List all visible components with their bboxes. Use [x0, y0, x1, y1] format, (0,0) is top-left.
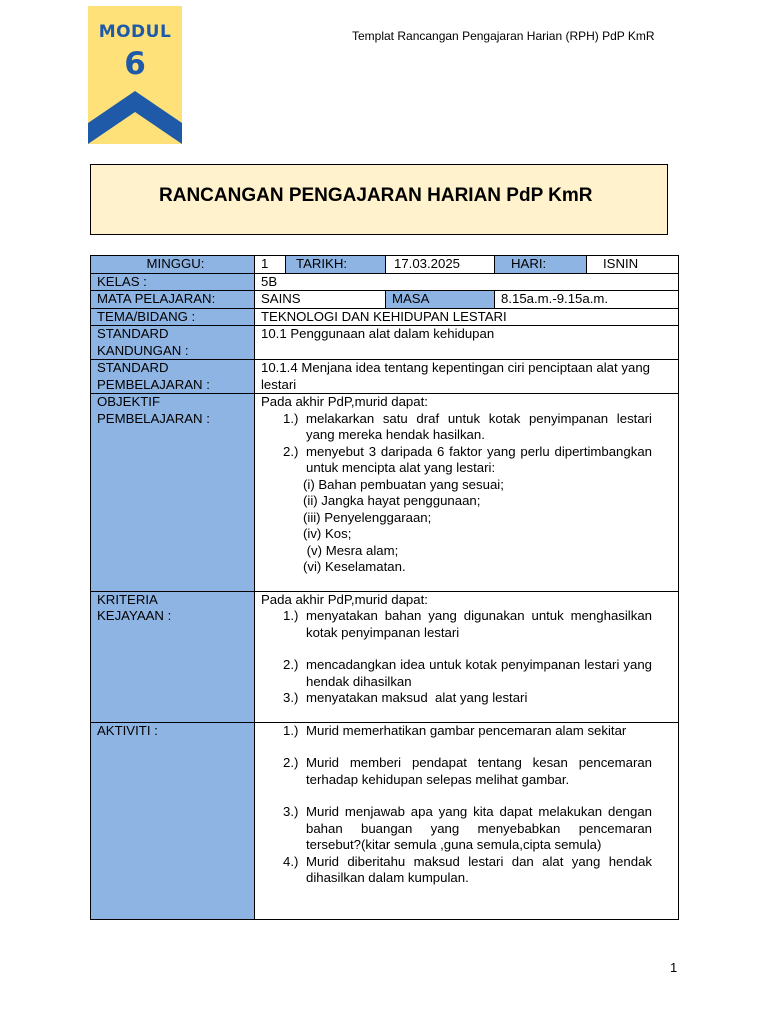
tema-label: TEMA/BIDANG : [91, 308, 255, 326]
modul-badge [88, 6, 182, 144]
row-kriteria [91, 591, 679, 722]
item-number: 2.) [283, 755, 299, 770]
hari-value: ISNIN [587, 256, 679, 274]
objektif-label-line2: PEMBELAJARAN : [97, 410, 210, 426]
aktiviti-label: AKTIVITI : [91, 722, 255, 919]
item-text: Murid memberi pendapat tentang kesan pencemaran terhadap kehidupan selepas melihat gambar. [306, 755, 652, 787]
objektif-content [255, 394, 679, 592]
row-tema [91, 308, 679, 326]
objektif-label-line1: OBJEKTIF [97, 394, 161, 409]
title-box [90, 164, 668, 235]
tarikh-value: 17.03.2025 [386, 256, 495, 274]
item-number: 2.) [283, 657, 299, 672]
item-number: 1.) [283, 410, 299, 426]
standard-pembelajaran-label-line1: STANDARD [97, 360, 169, 375]
page-title: RANCANGAN PENGAJARAN HARIAN PdP KmR [159, 185, 593, 206]
badge-word: MODUL [98, 22, 172, 42]
item-number: 2.) [283, 443, 299, 459]
standard-pembelajaran-label [91, 360, 255, 394]
kriteria-label-line2: KEJAYAAN : [97, 608, 172, 623]
masa-label: MASA [386, 291, 495, 309]
hari-label: HARI: [495, 256, 587, 274]
standard-kandungan-label-line1: STANDARD [97, 326, 169, 341]
factor-item: (v) Mesra alam; [303, 542, 399, 558]
tema-value: TEKNOLOGI DAN KEHIDUPAN LESTARI [255, 308, 679, 326]
spacer [261, 788, 678, 804]
mata-pelajaran-label: MATA PELAJARAN: [91, 291, 255, 309]
item-text: menyatakan bahan yang digunakan untuk menghasilkan kotak penyimpanan lestari [306, 608, 656, 640]
list-item [261, 444, 678, 477]
item-number: 3.) [283, 804, 299, 819]
document-header: Templat Rancangan Pengajaran Harian (RPH) PdP KmR [352, 29, 655, 43]
kriteria-content [255, 591, 679, 722]
list-item [261, 411, 678, 444]
aktiviti-content [255, 722, 679, 919]
item-text: mencadangkan idea untuk kotak penyimpanan lestari yang hendak dihasilkan [306, 657, 652, 689]
factor-item: (vi) Keselamatan. [303, 559, 406, 574]
item-text: Murid menjawab apa yang kita dapat melakukan dengan bahan buangan yang menyebabkan pencemaran tersebut?(kitar semula ,guna semula,cipta semula) [306, 804, 652, 852]
list-item [261, 690, 678, 707]
row-standard-pembelajaran [91, 360, 679, 394]
masa-value: 8.15a.m.-9.15a.m. [495, 291, 679, 309]
row-standard-kandungan [91, 326, 679, 360]
row-minggu [91, 256, 679, 274]
kelas-value: 5B [255, 273, 679, 291]
factor-item: (ii) Jangka hayat penggunaan; [303, 493, 481, 508]
row-kelas [91, 273, 679, 291]
standard-kandungan-label [91, 326, 255, 360]
list-item [261, 804, 678, 854]
row-aktiviti [91, 722, 679, 919]
minggu-label: MINGGU: [91, 256, 255, 274]
tarikh-label: TARIKH: [286, 256, 386, 274]
minggu-value: 1 [255, 256, 286, 274]
mata-pelajaran-value: SAINS [255, 291, 386, 309]
factor-item: (iv) Kos; [303, 526, 352, 541]
list-item [261, 657, 678, 690]
item-number: 1.) [283, 608, 299, 623]
aktiviti-list [261, 723, 678, 887]
objektif-list [261, 411, 678, 477]
objektif-intro: Pada akhir PdP,murid dapat: [261, 394, 428, 409]
list-item [261, 608, 678, 641]
factor-item: (iii) Penyelenggaraan; [303, 509, 432, 525]
kriteria-intro: Pada akhir PdP,murid dapat: [261, 591, 428, 607]
standard-pembelajaran-label-line2: PEMBELAJARAN : [97, 376, 210, 392]
spacer [261, 739, 678, 755]
item-number: 4.) [283, 853, 299, 869]
standard-pembelajaran-value: 10.1.4 Menjana idea tentang kepentingan ciri penciptaan alat yang lestari [255, 360, 679, 394]
kriteria-list [261, 608, 678, 707]
objektif-label [91, 394, 255, 592]
item-text: Murid memerhatikan gambar pencemaran alam sekitar [306, 722, 627, 738]
page-number: 1 [670, 960, 678, 975]
row-mata-pelajaran [91, 291, 679, 309]
list-item [261, 723, 678, 740]
standard-kandungan-label-line2: KANDUNGAN : [97, 342, 189, 358]
list-item [261, 755, 678, 788]
item-text: menyebut 3 daripada 6 faktor yang perlu dipertimbangkan untuk mencipta alat yang lestari: [306, 443, 652, 475]
item-text: Murid diberitahu maksud lestari dan alat yang hendak dihasilkan dalam kumpulan. [306, 853, 652, 885]
factor-item: (i) Bahan pembuatan yang sesuai; [303, 476, 504, 492]
item-number: 1.) [283, 722, 299, 738]
kriteria-label-line1: KRITERIA [97, 591, 158, 607]
kelas-label: KELAS : [91, 273, 255, 291]
list-item [261, 854, 678, 887]
rph-table [90, 255, 679, 920]
kriteria-label [91, 591, 255, 722]
standard-kandungan-value: 10.1 Penggunaan alat dalam kehidupan [255, 326, 679, 360]
spacer [261, 641, 678, 657]
item-text: melakarkan satu draf untuk kotak penyimpanan lestari yang mereka hendak hasilkan. [306, 410, 652, 442]
row-objektif [91, 394, 679, 592]
item-text: menyatakan maksud alat yang lestari [306, 690, 528, 705]
item-number: 3.) [283, 690, 299, 705]
factor-list [261, 477, 678, 576]
badge-number: 6 [124, 46, 146, 82]
